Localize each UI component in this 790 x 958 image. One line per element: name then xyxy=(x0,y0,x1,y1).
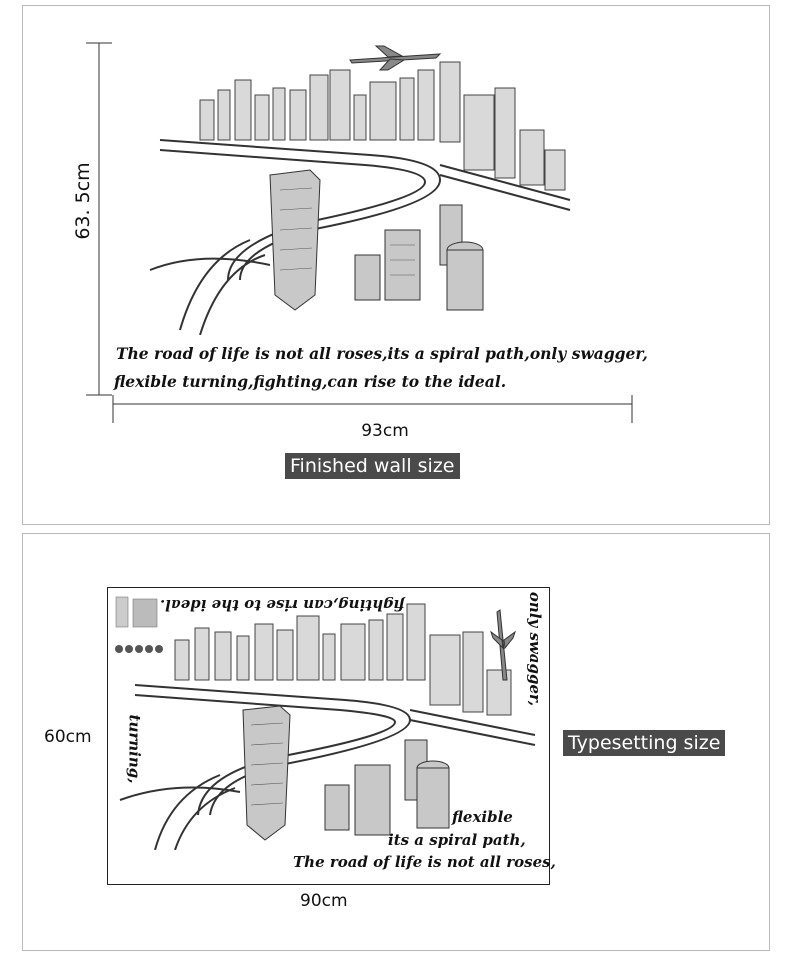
finished-size-caption: Finished wall size xyxy=(285,453,460,479)
piece-fighting: fighting,can rise to the ideal. xyxy=(160,596,405,614)
sheet-width-label: 90cm xyxy=(300,891,348,911)
piece-flexible: flexible xyxy=(452,808,513,826)
width-label: 93cm xyxy=(361,421,409,441)
piece-only-swagger: only swagger, xyxy=(526,591,545,707)
sheet-height-label: 60cm xyxy=(44,727,92,747)
piece-road-of-life: The road of life is not all roses, xyxy=(293,853,556,871)
quote-line-2: flexible turning,fighting,can rise to the ideal. xyxy=(114,372,507,391)
city-sketch-illustration xyxy=(140,40,580,335)
quote-line-1: The road of life is not all roses,its a spiral path,only swagger, xyxy=(116,344,648,363)
piece-spiral-path: its a spiral path, xyxy=(388,831,526,849)
piece-turning: turning, xyxy=(125,714,144,784)
height-label: 63. 5cm xyxy=(72,162,94,240)
typesetting-size-caption: Typesetting size xyxy=(563,730,725,756)
